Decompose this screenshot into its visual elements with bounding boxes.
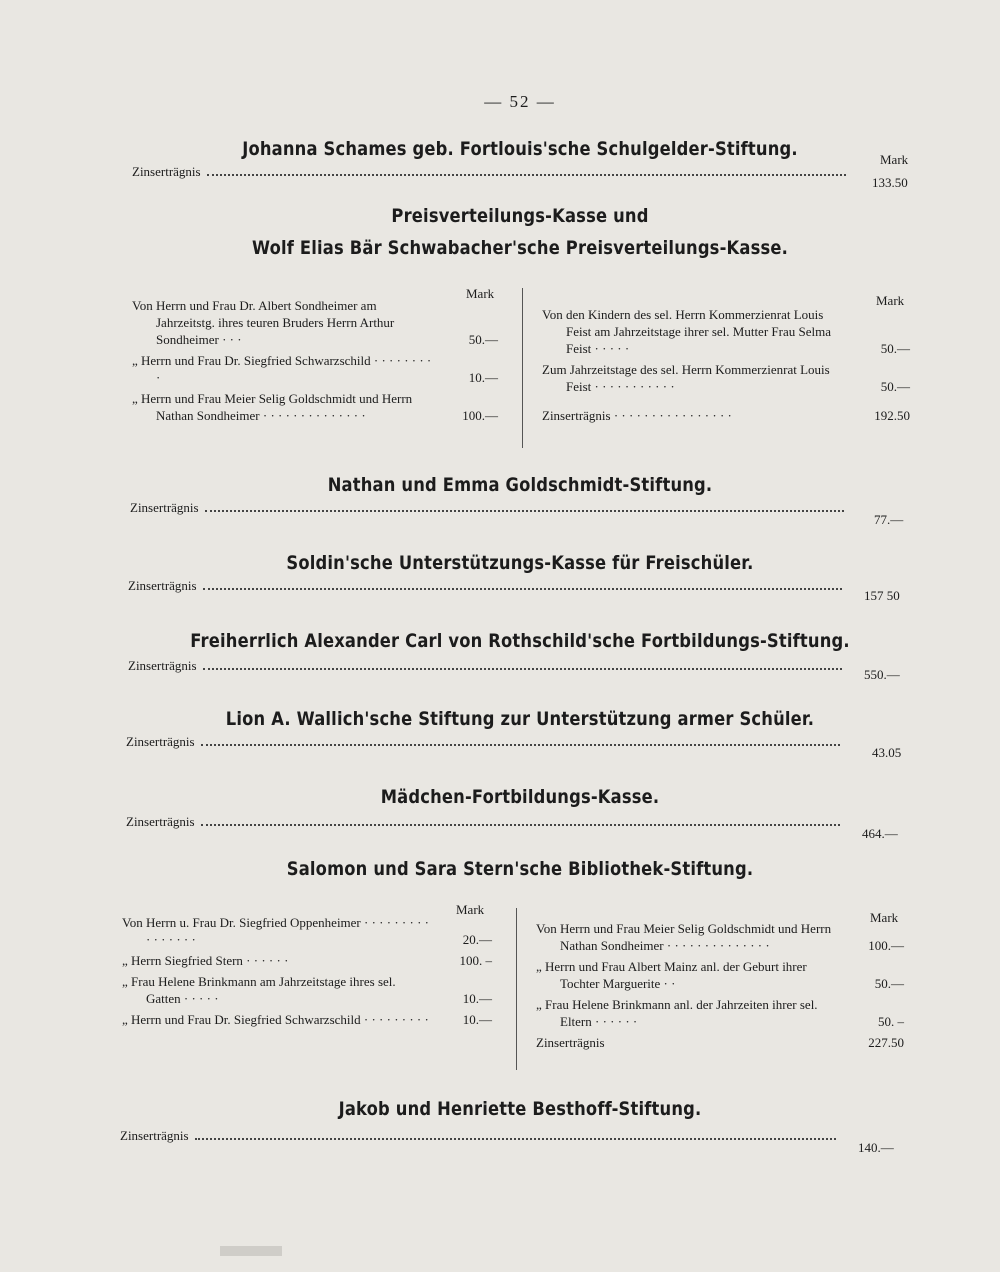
donation-text: „ Herrn und Frau Dr. Siegfried Schwarzschild · · · · · · · · ·	[122, 1012, 429, 1027]
donation-amount: 10.—	[468, 370, 498, 385]
leader-dots	[205, 510, 844, 512]
leader-dots	[195, 1138, 836, 1140]
zins-line	[120, 1124, 842, 1144]
donation-entry	[536, 958, 904, 992]
donation-entry	[132, 390, 498, 424]
amount-schames: 133.50	[872, 175, 908, 190]
donation-text: „ Herrn und Frau Dr. Siegfried Schwarzschild · · · · · · · · ·	[132, 353, 432, 385]
leader-dots	[201, 824, 840, 826]
donation-text: „ Frau Helene Brinkmann anl. der Jahrzeiten ihrer sel. Eltern · · · · · ·	[536, 997, 818, 1029]
donation-entry	[132, 352, 498, 386]
leader-dots	[201, 744, 840, 746]
donation-text: Von Herrn und Frau Dr. Albert Sondheimer am Jahrzeitstg. ihres teuren Bruders Herrn Arthur Sondheimer · · ·	[132, 298, 395, 347]
section-title-wallich: Lion A. Wallich'sche Stiftung zur Unterstützung armer Schüler.	[225, 708, 815, 730]
donation-text: „ Frau Helene Brinkmann am Jahrzeitstage ihres sel. Gatten · · · · ·	[122, 974, 396, 1006]
zins-label: Zinserträgnis	[128, 658, 197, 673]
donation-entry	[536, 1034, 904, 1051]
donation-entry	[542, 306, 910, 357]
zins-label: Zinserträgnis	[128, 578, 197, 593]
donation-text: Zum Jahrzeitstage des sel. Herrn Kommerzienrat Louis Feist · · · · · · · · · · ·	[542, 362, 830, 394]
donation-entry	[122, 914, 492, 948]
preis-left-column	[132, 297, 498, 428]
section-title-goldschmidt: Nathan und Emma Goldschmidt-Stiftung.	[327, 474, 713, 496]
amount-soldin: 157 50	[864, 588, 900, 603]
leader-dots	[203, 588, 842, 590]
donation-entry	[536, 920, 904, 954]
donation-entry	[542, 361, 910, 395]
zins-label: Zinserträgnis	[130, 500, 199, 515]
donation-text: Von Herrn u. Frau Dr. Siegfried Oppenheimer · · · · · · · · · · · · · · · ·	[122, 915, 429, 947]
donation-amount: 10.—	[462, 1012, 492, 1027]
zins-label: Zinserträgnis	[132, 164, 201, 179]
amount-besthoff: 140.—	[858, 1140, 894, 1155]
zins-label: Zinserträgnis	[120, 1128, 189, 1143]
leader-dots	[203, 668, 842, 670]
donation-entry	[122, 973, 492, 1007]
donation-text: Zinserträgnis	[536, 1035, 605, 1050]
section-title-maedchen: Mädchen-Fortbildungs-Kasse.	[380, 786, 660, 808]
donation-entry	[542, 407, 910, 424]
zins-line	[132, 160, 852, 180]
donation-entry	[122, 952, 492, 969]
donation-text: Von den Kindern des sel. Herrn Kommerzienrat Louis Feist am Jahrzeitstage ihrer sel. Mutter Frau Selma Feist · · · · ·	[542, 307, 831, 356]
donation-amount: 227.50	[868, 1035, 904, 1050]
zins-line	[128, 574, 848, 594]
donation-amount: 50.—	[874, 976, 904, 991]
zins-line	[130, 496, 850, 516]
stern-right-column	[536, 920, 904, 1055]
currency-label: Mark	[466, 286, 495, 301]
donation-entry	[536, 996, 904, 1030]
amount-goldschmidt: 77.—	[874, 512, 904, 527]
section-title-stern: Salomon und Sara Stern'sche Bibliothek-Stiftung.	[286, 858, 754, 880]
currency-label: Mark	[456, 902, 485, 917]
donation-entry	[122, 1011, 492, 1028]
donation-amount: 100.—	[868, 938, 904, 953]
donation-amount: 100.—	[462, 408, 498, 423]
section-title-soldin: Soldin'sche Unterstützungs-Kasse für Freischüler.	[286, 552, 754, 574]
donation-amount: 50.—	[880, 341, 910, 356]
column-divider	[516, 908, 517, 1070]
zins-line	[128, 654, 848, 674]
donation-text: „ Herrn und Frau Albert Mainz anl. der Geburt ihrer Tochter Marguerite · ·	[536, 959, 807, 991]
donation-text: Von Herrn und Frau Meier Selig Goldschmidt und Herrn Nathan Sondheimer · · · · · · · · · · · · · ·	[536, 921, 832, 953]
currency-label: Mark	[876, 293, 905, 308]
zins-label: Zinserträgnis	[126, 814, 195, 829]
donation-amount: 50.—	[468, 332, 498, 347]
section-title-preis-line2: Wolf Elias Bär Schwabacher'sche Preisverteilungs-Kasse.	[252, 237, 788, 259]
section-title-preis-line1: Preisverteilungs-Kasse und	[391, 205, 649, 227]
donation-amount: 10.—	[462, 991, 492, 1006]
section-title-rothschild: Freiherrlich Alexander Carl von Rothschild'sche Fortbildungs-Stiftung.	[190, 630, 850, 652]
donation-text: „ Herrn und Frau Meier Selig Goldschmidt und Herrn Nathan Sondheimer · · · · · · · · · · · · · ·	[132, 391, 413, 423]
donation-amount: 50.—	[880, 379, 910, 394]
donation-text: „ Herrn Siegfried Stern · · · · · ·	[122, 953, 289, 968]
amount-wallich: 43.05	[872, 745, 902, 760]
amount-rothschild: 550.—	[864, 667, 900, 682]
zins-line	[126, 810, 846, 830]
preis-right-column	[542, 306, 910, 428]
column-divider	[522, 288, 523, 448]
page-number: — 52 —	[484, 92, 556, 111]
section-title-besthoff: Jakob und Henriette Besthoff-Stiftung.	[338, 1098, 702, 1120]
donation-amount: 20.—	[462, 932, 492, 947]
donation-entry	[132, 297, 498, 348]
currency-label: Mark	[880, 152, 909, 167]
donation-amount: 50. –	[878, 1014, 904, 1029]
donation-text: Zinserträgnis · · · · · · · · · · · · · · · ·	[542, 408, 732, 423]
stern-left-column	[122, 914, 492, 1032]
amount-maedchen: 464.—	[862, 826, 898, 841]
zins-label: Zinserträgnis	[126, 734, 195, 749]
library-stamp	[220, 1246, 282, 1256]
currency-label: Mark	[870, 910, 899, 925]
donation-amount: 192.50	[874, 408, 910, 423]
leader-dots	[207, 174, 846, 176]
zins-line	[126, 730, 846, 750]
section-title-schames: Johanna Schames geb. Fortlouis'sche Schulgelder-Stiftung.	[242, 138, 798, 160]
donation-amount: 100. –	[459, 953, 492, 968]
